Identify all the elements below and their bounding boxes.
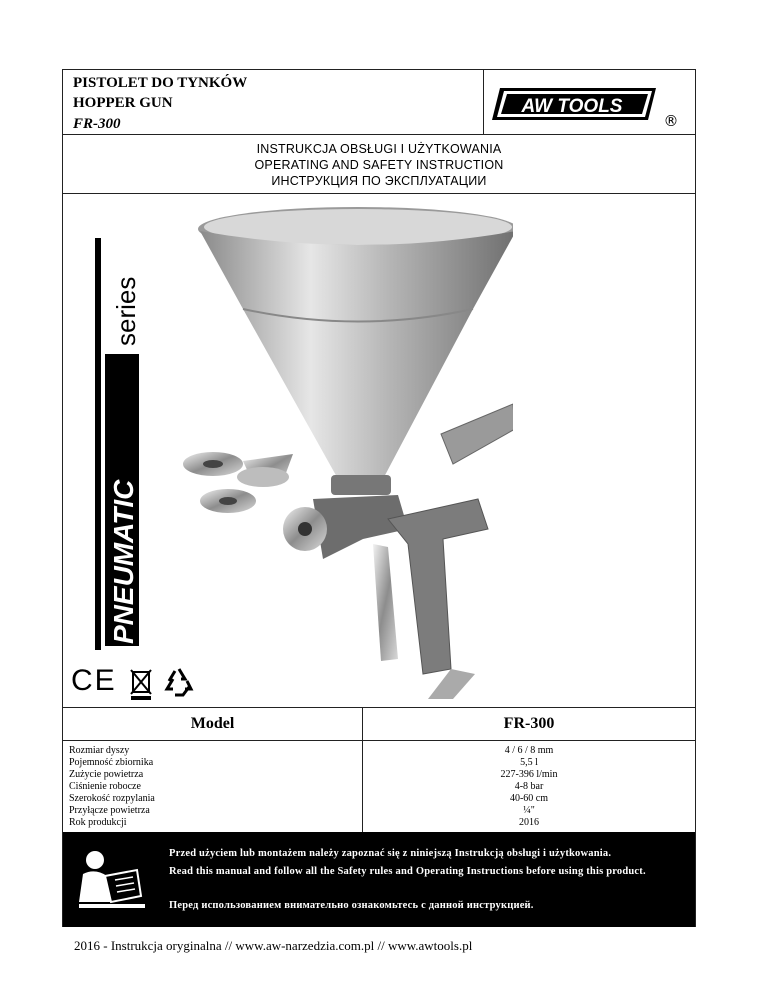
warning-text-polish: Przed użyciem lub montażem należy zapoznać się z niniejszą Instrukcją obsługi i użytkowania. xyxy=(169,848,612,859)
footer-text: 2016 - Instrukcja oryginalna // www.aw-narzedzia.com.pl // www.awtools.pl xyxy=(74,938,473,953)
title-english: HOPPER GUN xyxy=(73,95,173,111)
brand-logo-cell xyxy=(483,70,697,134)
subtitle-russian: ИНСТРУКЦИЯ ПО ЭКСПЛУАТАЦИИ xyxy=(271,174,487,188)
spec-value: 227-396 l/min xyxy=(500,769,558,780)
spec-value: ¼" xyxy=(523,805,535,816)
registered-mark: ® xyxy=(663,112,679,130)
spec-header-model: Model xyxy=(63,708,362,741)
spec-value: 4 / 6 / 8 mm xyxy=(504,745,554,756)
document-frame xyxy=(62,69,696,927)
spec-label: Przyłącze powietrza xyxy=(69,805,150,816)
header-titles xyxy=(63,70,483,134)
certification-marks xyxy=(71,664,201,704)
spec-label: Pojemność zbiornika xyxy=(69,757,154,768)
spec-value: 2016 xyxy=(519,817,539,828)
badge-word-series: series xyxy=(111,276,141,346)
spec-value: 5,5 l xyxy=(520,757,538,768)
read-manual-icon xyxy=(77,846,147,916)
product-photo xyxy=(63,194,695,704)
hopper-gun-image xyxy=(183,199,513,699)
weee-bin-icon xyxy=(129,666,153,700)
badge-word-pneumatic: PNEUMATIC xyxy=(108,479,139,644)
warning-text-english: Read this manual and follow all the Safety rules and Operating Instructions before using this product. xyxy=(169,866,646,877)
awtools-logo xyxy=(488,74,688,134)
subtitle-english: OPERATING AND SAFETY INSTRUCTION xyxy=(254,158,504,172)
pneumatic-series-badge xyxy=(91,234,151,654)
safety-warning-panel xyxy=(63,832,695,927)
spec-label: Rozmiar dyszy xyxy=(69,745,130,756)
model-code: FR-300 xyxy=(73,116,121,132)
warning-text-russian: Перед использованием внимательно ознакомьтесь с данной инструкцией. xyxy=(169,900,534,911)
subtitle-polish: INSTRUKCJA OBSŁUGI I UŻYTKOWANIA xyxy=(256,142,502,156)
spec-label: Rok produkcji xyxy=(69,817,127,828)
spec-value: 4-8 bar xyxy=(514,781,544,792)
spec-label: Zużycie powietrza xyxy=(69,769,144,780)
spec-header-value: FR-300 xyxy=(363,708,695,741)
title-polish: PISTOLET DO TYNKÓW xyxy=(73,75,248,91)
recycle-icon xyxy=(163,666,195,698)
spec-table xyxy=(63,707,695,833)
spec-label: Szerokość rozpylania xyxy=(69,793,155,804)
spec-value: 40-60 cm xyxy=(509,793,549,804)
ce-mark: CE xyxy=(71,664,117,697)
brand-text: AW TOOLS xyxy=(521,96,623,117)
spec-label: Ciśnienie robocze xyxy=(69,781,141,792)
